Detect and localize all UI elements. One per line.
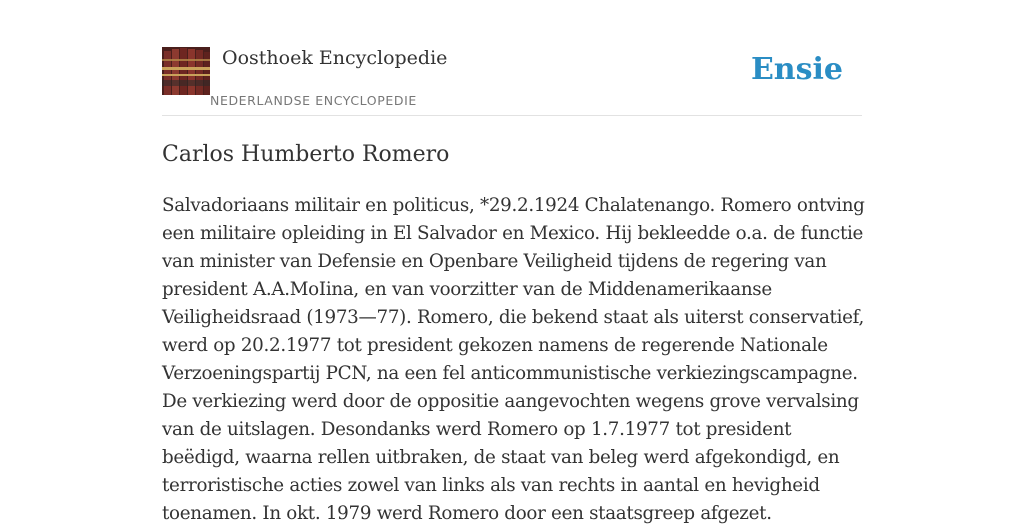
- book-spines-icon[interactable]: [162, 47, 210, 95]
- site-name[interactable]: Oosthoek Encyclopedie: [222, 47, 448, 69]
- site-header: [162, 46, 862, 116]
- page-title: Carlos Humberto Romero: [162, 142, 450, 167]
- ensie-logo[interactable]: Ensie: [750, 52, 843, 87]
- article-body: Salvadoriaans militair en politicus, *29.2.1924 Chalatenango. Romero ontving een militaire opleiding in El Salvador en Mexico. Hij bekleedde o.a. de functie van minister van Defensie en Openbare Veiligheid tijdens de regering van president A.A.MoIina, en van voorzitter van de Middenamerikaanse Veiligheidsraad (1973—77). Romero, die bekend staat als uiterst conservatief, werd op 20.2.1977 tot president gekozen namens de regerende Nationale Verzoeningspartij PCN, na een fel anticommunistische verkiezingscampagne. De verkiezing werd door de oppositie aangevochten wegens grove vervalsing van de uitslagen. Desondanks werd Romero op 1.7.1977 tot president beëdigd, waarna rellen uitbraken, de staat van beleg werd afgekondigd, en terroristische acties zowel van links als van rechts in aantal en hevigheid toenamen. In okt. 1979 werd Romero door een staatsgreep afgezet.: [162, 195, 865, 524]
- site-subtitle: NEDERLANDSE ENCYCLOPEDIE: [210, 93, 417, 108]
- header-divider: [162, 115, 862, 116]
